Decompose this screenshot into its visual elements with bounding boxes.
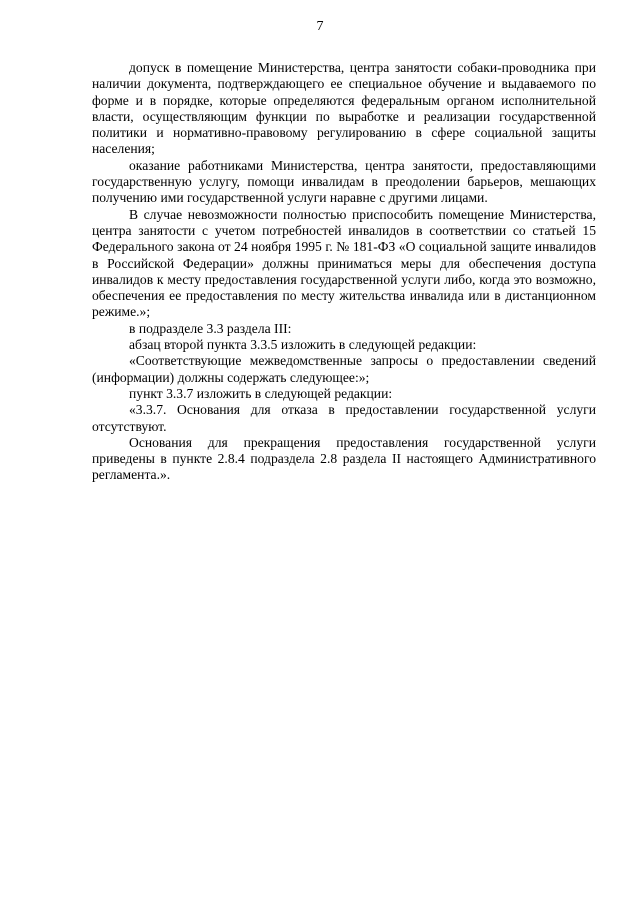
paragraph-guide-dog-access: допуск в помещение Министерства, центра занятости собаки-проводника при наличии документа, подтверждающего ее специальное обучение и выдаваемого по форме и в порядке, которые определяются федеральным органом исполнительной власти, осуществляющим функции по выработке и реализации государственной политики и нормативно-правовому регулированию в сфере социальной защиты населения; bbox=[92, 60, 596, 157]
paragraph-staff-assistance: оказание работниками Министерства, центра занятости, предоставляющими государственную услугу, помощи инвалидам в преодолении барьеров, мешающих получению ими государственной услуги наравне с другими лицами. bbox=[92, 157, 596, 206]
paragraph-subsection-3-3: в подразделе 3.3 раздела III: bbox=[129, 320, 292, 336]
paragraph-premises-adaptation: В случае невозможности полностью приспособить помещение Министерства, центра занятости с учетом потребностей инвалидов в соответствии со статьей 15 Федерального закона от 24 ноября 1995 г. № 181-ФЗ «О социальной защите инвалидов в Российской Федерации» должны приниматься меры для обеспечения доступа инвалидов к месту предоставления государственной услуги либо, когда это возможно, обеспечения ее предоставления по месту жительства инвалида или в дистанционном режиме.»; bbox=[92, 206, 596, 320]
paragraph-item-3-3-7-intro: пункт 3.3.7 изложить в следующей редакции: bbox=[129, 385, 393, 401]
paragraph-item-3-3-7-text: «3.3.7. Основания для отказа в предоставлении государственной услуги отсутствуют. bbox=[92, 402, 596, 434]
document-body bbox=[92, 60, 596, 484]
page-number: 7 bbox=[316, 19, 324, 34]
paragraph-item-3-3-5-text: «Соответствующие межведомственные запросы о предоставлении сведений (информации) должны содержать следующее:»; bbox=[92, 353, 596, 385]
paragraph-item-3-3-5-intro: абзац второй пункта 3.3.5 изложить в следующей редакции: bbox=[129, 337, 477, 353]
paragraph-termination-grounds: Основания для прекращения предоставления государственной услуги приведены в пункте 2.8.4 подраздела 2.8 раздела II настоящего Административного регламента.». bbox=[92, 434, 596, 483]
